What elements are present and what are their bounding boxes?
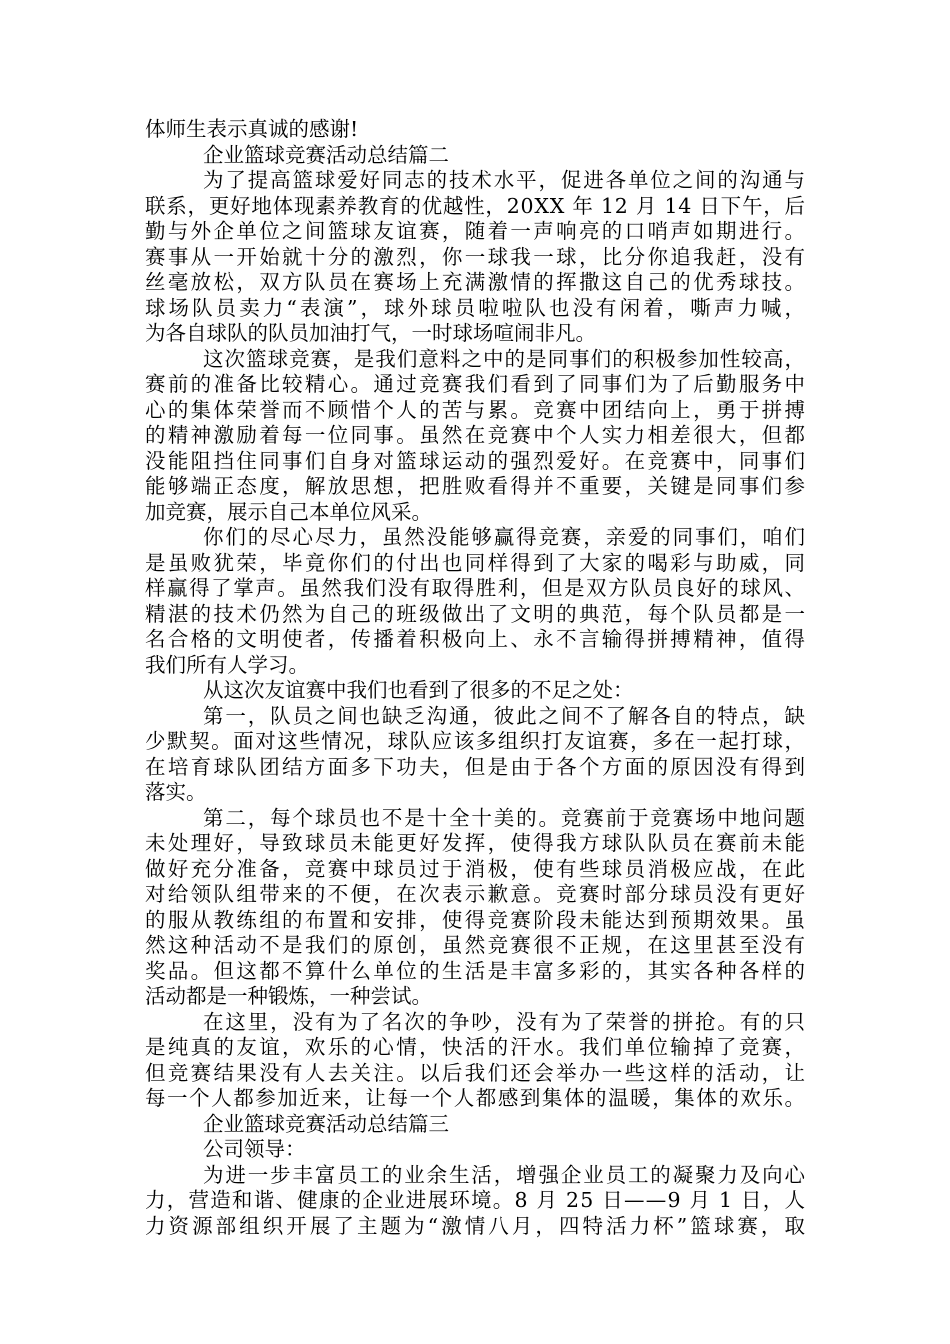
- text-line: 赛事从一开始就十分的激烈，你一球我一球，比分你追我赶，没有: [145, 244, 808, 269]
- text-line: 样赢得了掌声。虽然我们没有取得胜利，但是双方队员良好的球风、: [145, 576, 807, 600]
- text-line: 活动都是一种锻炼，一种尝试。: [145, 984, 432, 1008]
- text-line: 在培育球队团结方面多下功夫，但是由于各个方面的原因没有得到: [145, 754, 808, 779]
- text-line: 从这次友谊赛中我们也看到了很多的不足之处：: [203, 678, 634, 702]
- text-line: 在这里，没有为了名次的争吵，没有为了荣誉的拼抢。有的只: [203, 1009, 807, 1034]
- text-line: 落实。: [145, 780, 207, 804]
- text-line: 力，营造和谐、健康的企业进展环境。8 月 25 日——9 月 1 日，人: [145, 1188, 807, 1212]
- text-line: 为进一步丰富员工的业余生活，增强企业员工的凝聚力及向心: [203, 1162, 807, 1187]
- text-line: 球场队员卖力“表演”，球外球员啦啦队也没有闲着，嘶声力喊，: [145, 295, 809, 320]
- text-line: 奖品。但这都不算什么单位的生活是丰富多彩的，其实各种各样的: [145, 958, 808, 983]
- text-line: 我们所有人学习。: [145, 652, 309, 677]
- text-line: 第一，队员之间也缺乏沟通，彼此之间不了解各自的特点，缺: [203, 703, 807, 728]
- text-line: 做好充分准备，竞赛中球员过于消极，使有些球员消极应战，在此: [145, 856, 808, 881]
- text-line: 公司领导：: [203, 1137, 306, 1161]
- text-line: 没能阻挡住同事们自身对篮球运动的强烈爱好。在竞赛中，同事们: [145, 448, 808, 473]
- text-line: 丝毫放松，双方队员在赛场上充满激情的挥撒这自己的优秀球技。: [145, 270, 808, 294]
- document-body: [145, 117, 809, 1239]
- text-line: 企业篮球竞赛活动总结篇二: [203, 142, 449, 167]
- text-line: 加竞赛，展示自己本单位风采。: [145, 499, 432, 524]
- text-line: 为了提高篮球爱好同志的技术水平，促进各单位之间的沟通与: [203, 168, 807, 192]
- text-line: 这次篮球竞赛，是我们意料之中的是同事们的积极参加性较高，: [203, 346, 807, 371]
- text-line: 体师生表示真诚的感谢!: [145, 117, 359, 141]
- text-line: 联系，更好地体现素养教育的优越性，20XX 年 12 月 14 日下午，后: [145, 193, 806, 218]
- text-line: 的服从教练组的布置和安排，使得竞赛阶段未能达到预期效果。虽: [145, 907, 808, 932]
- text-line: 你们的尽心尽力，虽然没能够赢得竞赛，亲爱的同事们，咱们: [203, 525, 807, 549]
- text-line: 心的集体荣誉而不顾惜个人的苦与累。竞赛中团结向上，勇于拼搏: [145, 397, 808, 422]
- text-line: 是虽败犹荣，毕竟你们的付出也同样得到了大家的喝彩与助威，同: [145, 550, 808, 575]
- text-line: 赛前的准备比较精心。通过竞赛我们看到了同事们为了后勤服务中: [145, 372, 808, 396]
- text-line: 每一个人都参加近来，让每一个人都感到集体的温暖，集体的欢乐。: [145, 1086, 807, 1110]
- text-line: 名合格的文明使者，传播着积极向上、永不言输得拼搏精神，值得: [145, 627, 808, 651]
- text-line: 然这种活动不是我们的原创，虽然竞赛很不正规，在这里甚至没有: [145, 933, 808, 957]
- text-line: 能够端正态度，解放思想，把胜败看得并不重要，关键是同事们参: [145, 474, 808, 498]
- text-line: 对给领队组带来的不便，在次表示歉意。竞赛时部分球员没有更好: [145, 882, 808, 906]
- text-line: 勤与外企单位之间篮球友谊赛，随着一声响亮的口哨声如期进行。: [145, 219, 808, 243]
- text-line: 第二，每个球员也不是十全十美的。竞赛前于竞赛场中地问题: [203, 805, 807, 830]
- text-line: 未处理好，导致球员未能更好发挥，使得我方球队队员在赛前未能: [145, 831, 808, 855]
- text-line: 为各自球队的队员加油打气，一时球场喧闹非凡。: [145, 321, 596, 345]
- text-line: 但竞赛结果没有人去关注。以后我们还会举办一些这样的活动，让: [145, 1060, 808, 1085]
- text-line: 是纯真的友谊，欢乐的心情，快活的汗水。我们单位输掉了竞赛，: [145, 1035, 808, 1059]
- text-line: 精湛的技术仍然为自己的班级做出了文明的典范，每个队员都是一: [145, 601, 808, 626]
- text-line: 少默契。面对这些情况，球队应该多组织打友谊赛，多在一起打球，: [145, 729, 807, 753]
- text-line: 企业篮球竞赛活动总结篇三: [203, 1111, 449, 1136]
- text-line: 力资源部组织开展了主题为“激情八月，四特活力杯”篮球赛，取: [145, 1213, 809, 1238]
- text-line: 的精神激励着每一位同事。虽然在竞赛中个人实力相差很大，但都: [145, 423, 808, 447]
